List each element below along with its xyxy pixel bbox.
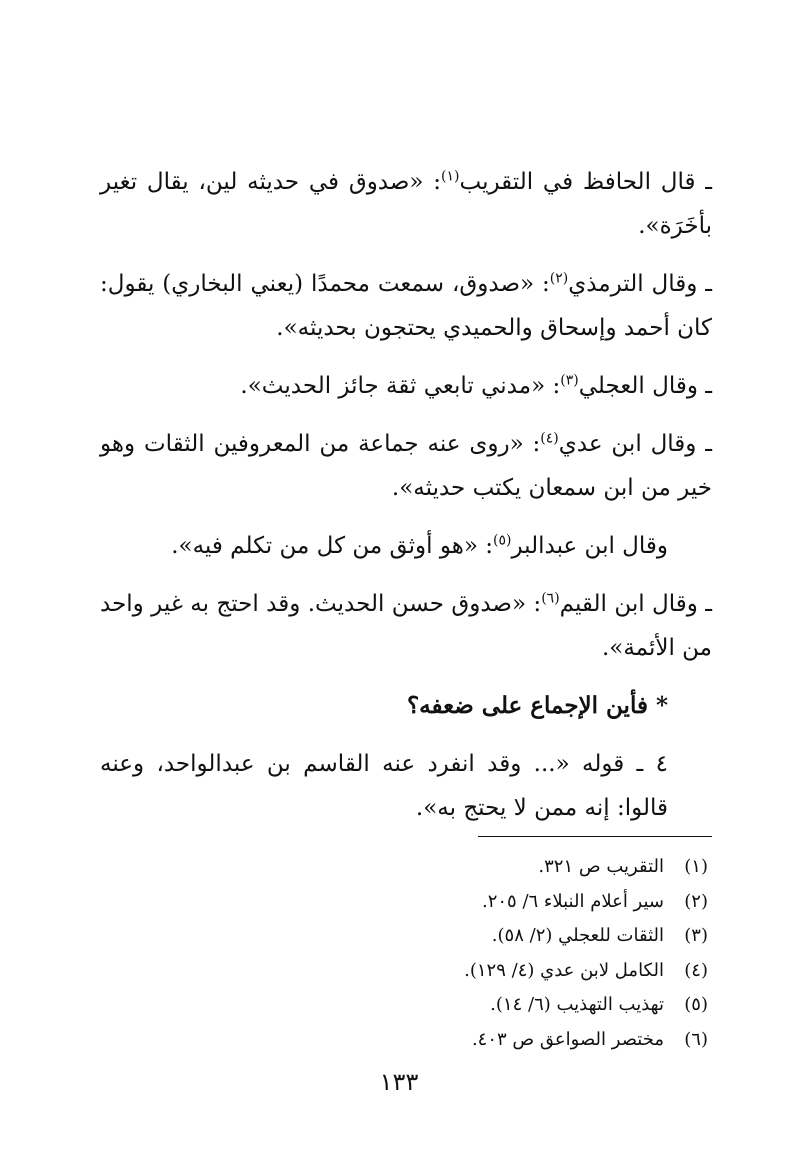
footnote-2	[100, 885, 708, 920]
footnote-ref-1[interactable]: (١)	[441, 168, 460, 185]
footnote-ref-4[interactable]: (٤)	[540, 430, 559, 447]
footnote-ref-6[interactable]: (٦)	[541, 590, 560, 607]
quote-lead: ـ وقال ابن القيم	[559, 591, 712, 617]
footnote-number: (٣)	[684, 925, 708, 946]
footnote-text: تهذيب التهذيب (٦/ ١٤).	[490, 994, 664, 1015]
footnote-ref-3[interactable]: (٣)	[560, 372, 579, 389]
quote-text: : «مدني تابعي ثقة جائز الحديث».	[240, 373, 561, 399]
footnote-ref-5[interactable]: (٥)	[493, 532, 512, 549]
quote-text: : «روى عنه جماعة من المعروفين الثقات وهو خير من ابن سمعان يكتب حديثه».	[100, 431, 712, 501]
footnote-3	[100, 919, 708, 954]
footnote-text: سير أعلام النبلاء ٦/ ٢٠٥.	[481, 890, 664, 912]
footnote-number: (٥)	[684, 994, 708, 1015]
quote-ibn-abdulbarr	[100, 524, 712, 568]
main-text	[100, 160, 712, 844]
footnote-4	[100, 954, 708, 989]
quote-ibn-qayyim	[100, 582, 712, 670]
footnote-5	[100, 988, 708, 1023]
footnote-number: (٢)	[684, 890, 708, 912]
point-four: ٤ ـ قوله «... وقد انفرد عنه القاسم بن عبدالواحد، وعنه قالوا: إنه ممن لا يحتج به».	[100, 751, 668, 821]
quote-lead: ـ وقال العجلي	[578, 373, 712, 399]
quote-text: : «صدوق حسن الحديث. وقد احتج به غير واحد من الأئمة».	[100, 591, 712, 661]
footnote-text: مختصر الصواعق ص ٤٠٣.	[471, 1028, 664, 1050]
footnote-text: الثقات للعجلي (٢/ ٥٨).	[491, 925, 664, 946]
quote-ijli	[100, 364, 712, 408]
quote-lead: ـ قال الحافظ في التقريب	[459, 169, 712, 195]
footnote-text: الكامل لابن عدي (٤/ ١٢٩).	[464, 959, 664, 981]
quote-lead: ـ وقال الترمذي	[568, 271, 713, 297]
consensus-question: * فأين الإجماع على ضعفه؟	[406, 692, 668, 719]
quote-text: : «صدوق في حديثه لين، يقال تغير بأخَرَة».	[100, 169, 712, 239]
footnotes-list	[100, 850, 708, 1057]
quote-lead: وقال ابن عبدالبر	[511, 533, 668, 559]
footnote-number: (٦)	[684, 1028, 708, 1050]
quote-text: : «صدوق، سمعت محمدًا (يعني البخاري) يقول: كان أحمد وإسحاق والحميدي يحتجون بحديثه».	[100, 271, 712, 341]
quote-ibn-adi	[100, 422, 712, 510]
footnote-text: التقريب ص ٣٢١.	[538, 856, 664, 877]
footnote-ref-2[interactable]: (٢)	[549, 270, 569, 287]
page-number: ١٣٣	[379, 1068, 419, 1096]
quote-tirmidhi	[100, 262, 712, 350]
quote-text: : «هو أوثق من كل من تكلم فيه».	[171, 533, 494, 559]
quote-lead: ـ وقال ابن عدي	[558, 431, 712, 457]
footnote-1	[100, 850, 708, 885]
footnote-number: (٤)	[684, 959, 708, 981]
footnote-6	[100, 1023, 708, 1058]
quote-ibn-hajar	[100, 160, 712, 248]
footnote-number: (١)	[684, 856, 708, 877]
footnote-divider	[478, 836, 712, 837]
